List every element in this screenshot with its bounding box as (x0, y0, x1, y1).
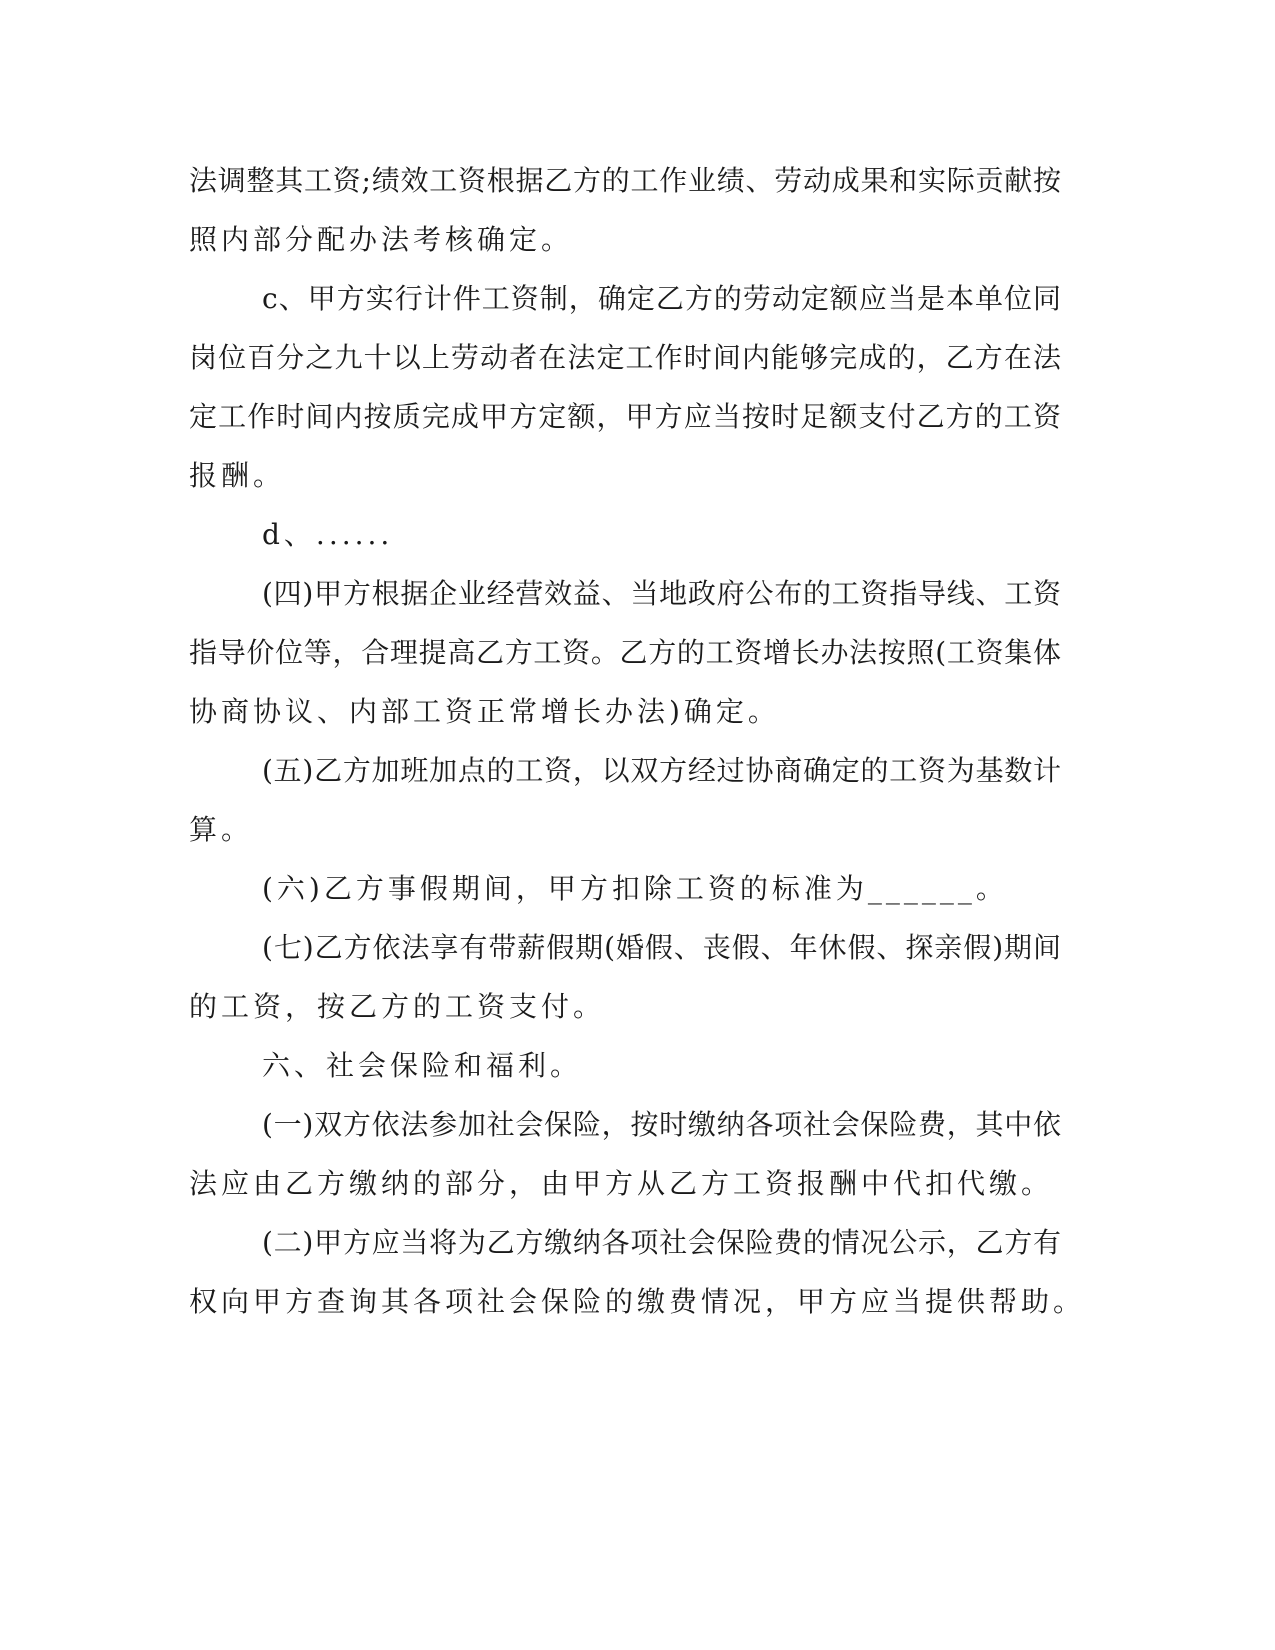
paragraph-line: 协商协议、内部工资正常增长办法)确定。 (189, 695, 780, 728)
paragraph-line: d、...... (262, 518, 394, 551)
paragraph-line: 法应由乙方缴纳的部分，由甲方从乙方工资报酬中代扣代缴。 (189, 1167, 1054, 1200)
paragraph-line: 照内部分配办法考核确定。 (189, 223, 574, 256)
paragraph-line: 权向甲方查询其各项社会保险的缴费情况，甲方应当提供帮助。 (189, 1285, 1086, 1318)
paragraph-line: 算。 (189, 813, 254, 846)
paragraph-line: (四)甲方根据企业经营效益、当地政府公布的工资指导线、工资 (262, 577, 1061, 610)
paragraph-line: 的工资，按乙方的工资支付。 (189, 990, 606, 1023)
paragraph-line: 指导价位等，合理提高乙方工资。乙方的工资增长办法按照(工资集体 (189, 636, 1061, 669)
paragraph-line: 岗位百分之九十以上劳动者在法定工作时间内能够完成的，乙方在法 (189, 341, 1061, 374)
paragraph-line: (一)双方依法参加社会保险，按时缴纳各项社会保险费，其中依 (262, 1108, 1061, 1141)
paragraph-line: 法调整其工资;绩效工资根据乙方的工作业绩、劳动成果和实际贡献按 (189, 164, 1061, 197)
paragraph-line: 定工作时间内按质完成甲方定额，甲方应当按时足额支付乙方的工资 (189, 400, 1061, 433)
paragraph-line: (六)乙方事假期间，甲方扣除工资的标准为______。 (262, 872, 1008, 905)
paragraph-line: c、甲方实行计件工资制，确定乙方的劳动定额应当是本单位同 (262, 282, 1061, 315)
paragraph-line: (五)乙方加班加点的工资，以双方经过协商确定的工资为基数计 (262, 754, 1061, 787)
paragraph-line: (七)乙方依法享有带薪假期(婚假、丧假、年休假、探亲假)期间 (262, 931, 1061, 964)
paragraph-line: 报酬。 (189, 459, 286, 492)
paragraph-line: (二)甲方应当将为乙方缴纳各项社会保险费的情况公示，乙方有 (262, 1226, 1061, 1259)
section-heading: 六、社会保险和福利。 (262, 1049, 583, 1082)
